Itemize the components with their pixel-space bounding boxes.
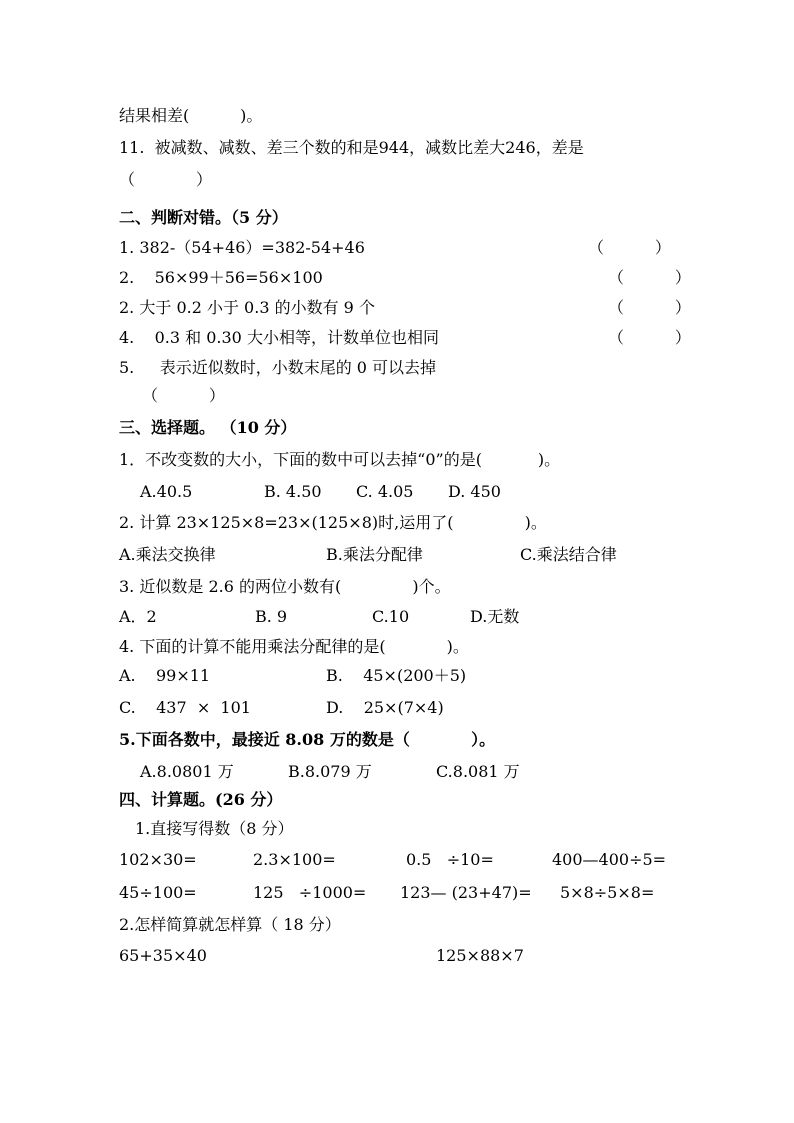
choice-q3-opt-b: B. 9 xyxy=(255,607,288,626)
calc-r1-c4: 400—400÷5= xyxy=(552,850,667,869)
calc-r1-c2: 2.3×100= xyxy=(253,850,336,869)
choice-q5-opt-a: A.8.0801 万 xyxy=(140,762,234,781)
section-4-title: 四、计算题。(26 分） xyxy=(119,790,283,809)
calc-r1-c1: 102×30= xyxy=(119,850,197,869)
judge-item-1-blank: （ ） xyxy=(588,238,671,257)
calc-r2-c3: 123— (23+47)= xyxy=(400,883,532,902)
choice-q3-opt-c: C.10 xyxy=(372,607,410,626)
calc-subsection-1: 1.直接写得数（8 分） xyxy=(135,819,294,838)
section-2-title: 二、判断对错。（5 分） xyxy=(119,208,288,227)
calc-subsection-2: 2.怎样简算就怎样算（ 18 分） xyxy=(119,915,341,934)
judge-item-1: 1. 382-（54+46）=382-54+46 xyxy=(119,238,365,257)
choice-q2-opt-a: A.乘法交换律 xyxy=(119,545,216,564)
choice-q1-opt-b: B. 4.50 xyxy=(264,482,322,501)
choice-q5-opt-b: B.8.079 万 xyxy=(288,762,372,781)
choice-q4-opt-b: B. 45×(200＋5) xyxy=(326,666,467,685)
judge-item-3: 2. 大于 0.2 小于 0.3 的小数有 9 个 xyxy=(119,298,375,317)
judge-item-2-blank: （ ） xyxy=(608,268,691,287)
calc-r1-c3: 0.5 ÷10= xyxy=(406,850,494,869)
calc-r2-c2: 125 ÷1000= xyxy=(253,883,367,902)
section-3-title: 三、选择题。 （10 分） xyxy=(119,418,297,437)
choice-q1: 1．不改变数的大小，下面的数中可以去掉“0”的是( )。 xyxy=(119,450,561,469)
judge-item-5: 5. 表示近似数时，小数末尾的 0 可以去掉 xyxy=(119,358,437,377)
choice-q2: 2. 计算 23×125×8=23×(125×8)时,运用了( )。 xyxy=(119,513,547,532)
choice-q3-opt-a: A．2 xyxy=(119,607,157,626)
choice-q4-opt-a: A. 99×11 xyxy=(119,666,211,685)
choice-q3: 3. 近似数是 2.6 的两位小数有( )个。 xyxy=(119,577,451,596)
judge-item-2: 2. 56×99＋56=56×100 xyxy=(119,268,323,287)
judge-item-5-blank: （ ） xyxy=(142,386,225,405)
judge-item-3-blank: （ ） xyxy=(608,298,691,317)
choice-q2-opt-c: C.乘法结合律 xyxy=(520,545,617,564)
choice-q2-opt-b: B.乘法分配律 xyxy=(326,545,423,564)
calc-r3-c1: 65+35×40 xyxy=(119,946,207,965)
choice-q5-opt-c: C.8.081 万 xyxy=(436,762,520,781)
choice-q4-opt-c: C. 437 × 101 xyxy=(119,698,251,717)
choice-q4-opt-d: D. 25×(7×4) xyxy=(326,698,444,717)
question-11-blank: （ ） xyxy=(119,170,213,189)
q10-tail: 结果相差( )。 xyxy=(119,106,263,125)
question-11: 11. 被减数、减数、差三个数的和是944，减数比差大246，差是 xyxy=(119,138,584,157)
judge-item-4: 4. 0.3 和 0.30 大小相等，计数单位也相同 xyxy=(119,328,439,347)
calc-r2-c1: 45÷100= xyxy=(119,883,197,902)
calc-r2-c4: 5×8÷5×8= xyxy=(560,883,655,902)
choice-q1-opt-a: A.40.5 xyxy=(140,482,193,501)
choice-q4: 4. 下面的计算不能用乘法分配律的是( )。 xyxy=(119,637,469,656)
choice-q1-opt-d: D. 450 xyxy=(448,482,501,501)
choice-q1-opt-c: C. 4.05 xyxy=(356,482,414,501)
choice-q5: 5.下面各数中，最接近 8.08 万的数是（ ）。 xyxy=(119,730,496,749)
choice-q3-opt-d: D.无数 xyxy=(470,607,520,626)
calc-r3-c2: 125×88×7 xyxy=(436,946,524,965)
judge-item-4-blank: （ ） xyxy=(608,328,691,347)
